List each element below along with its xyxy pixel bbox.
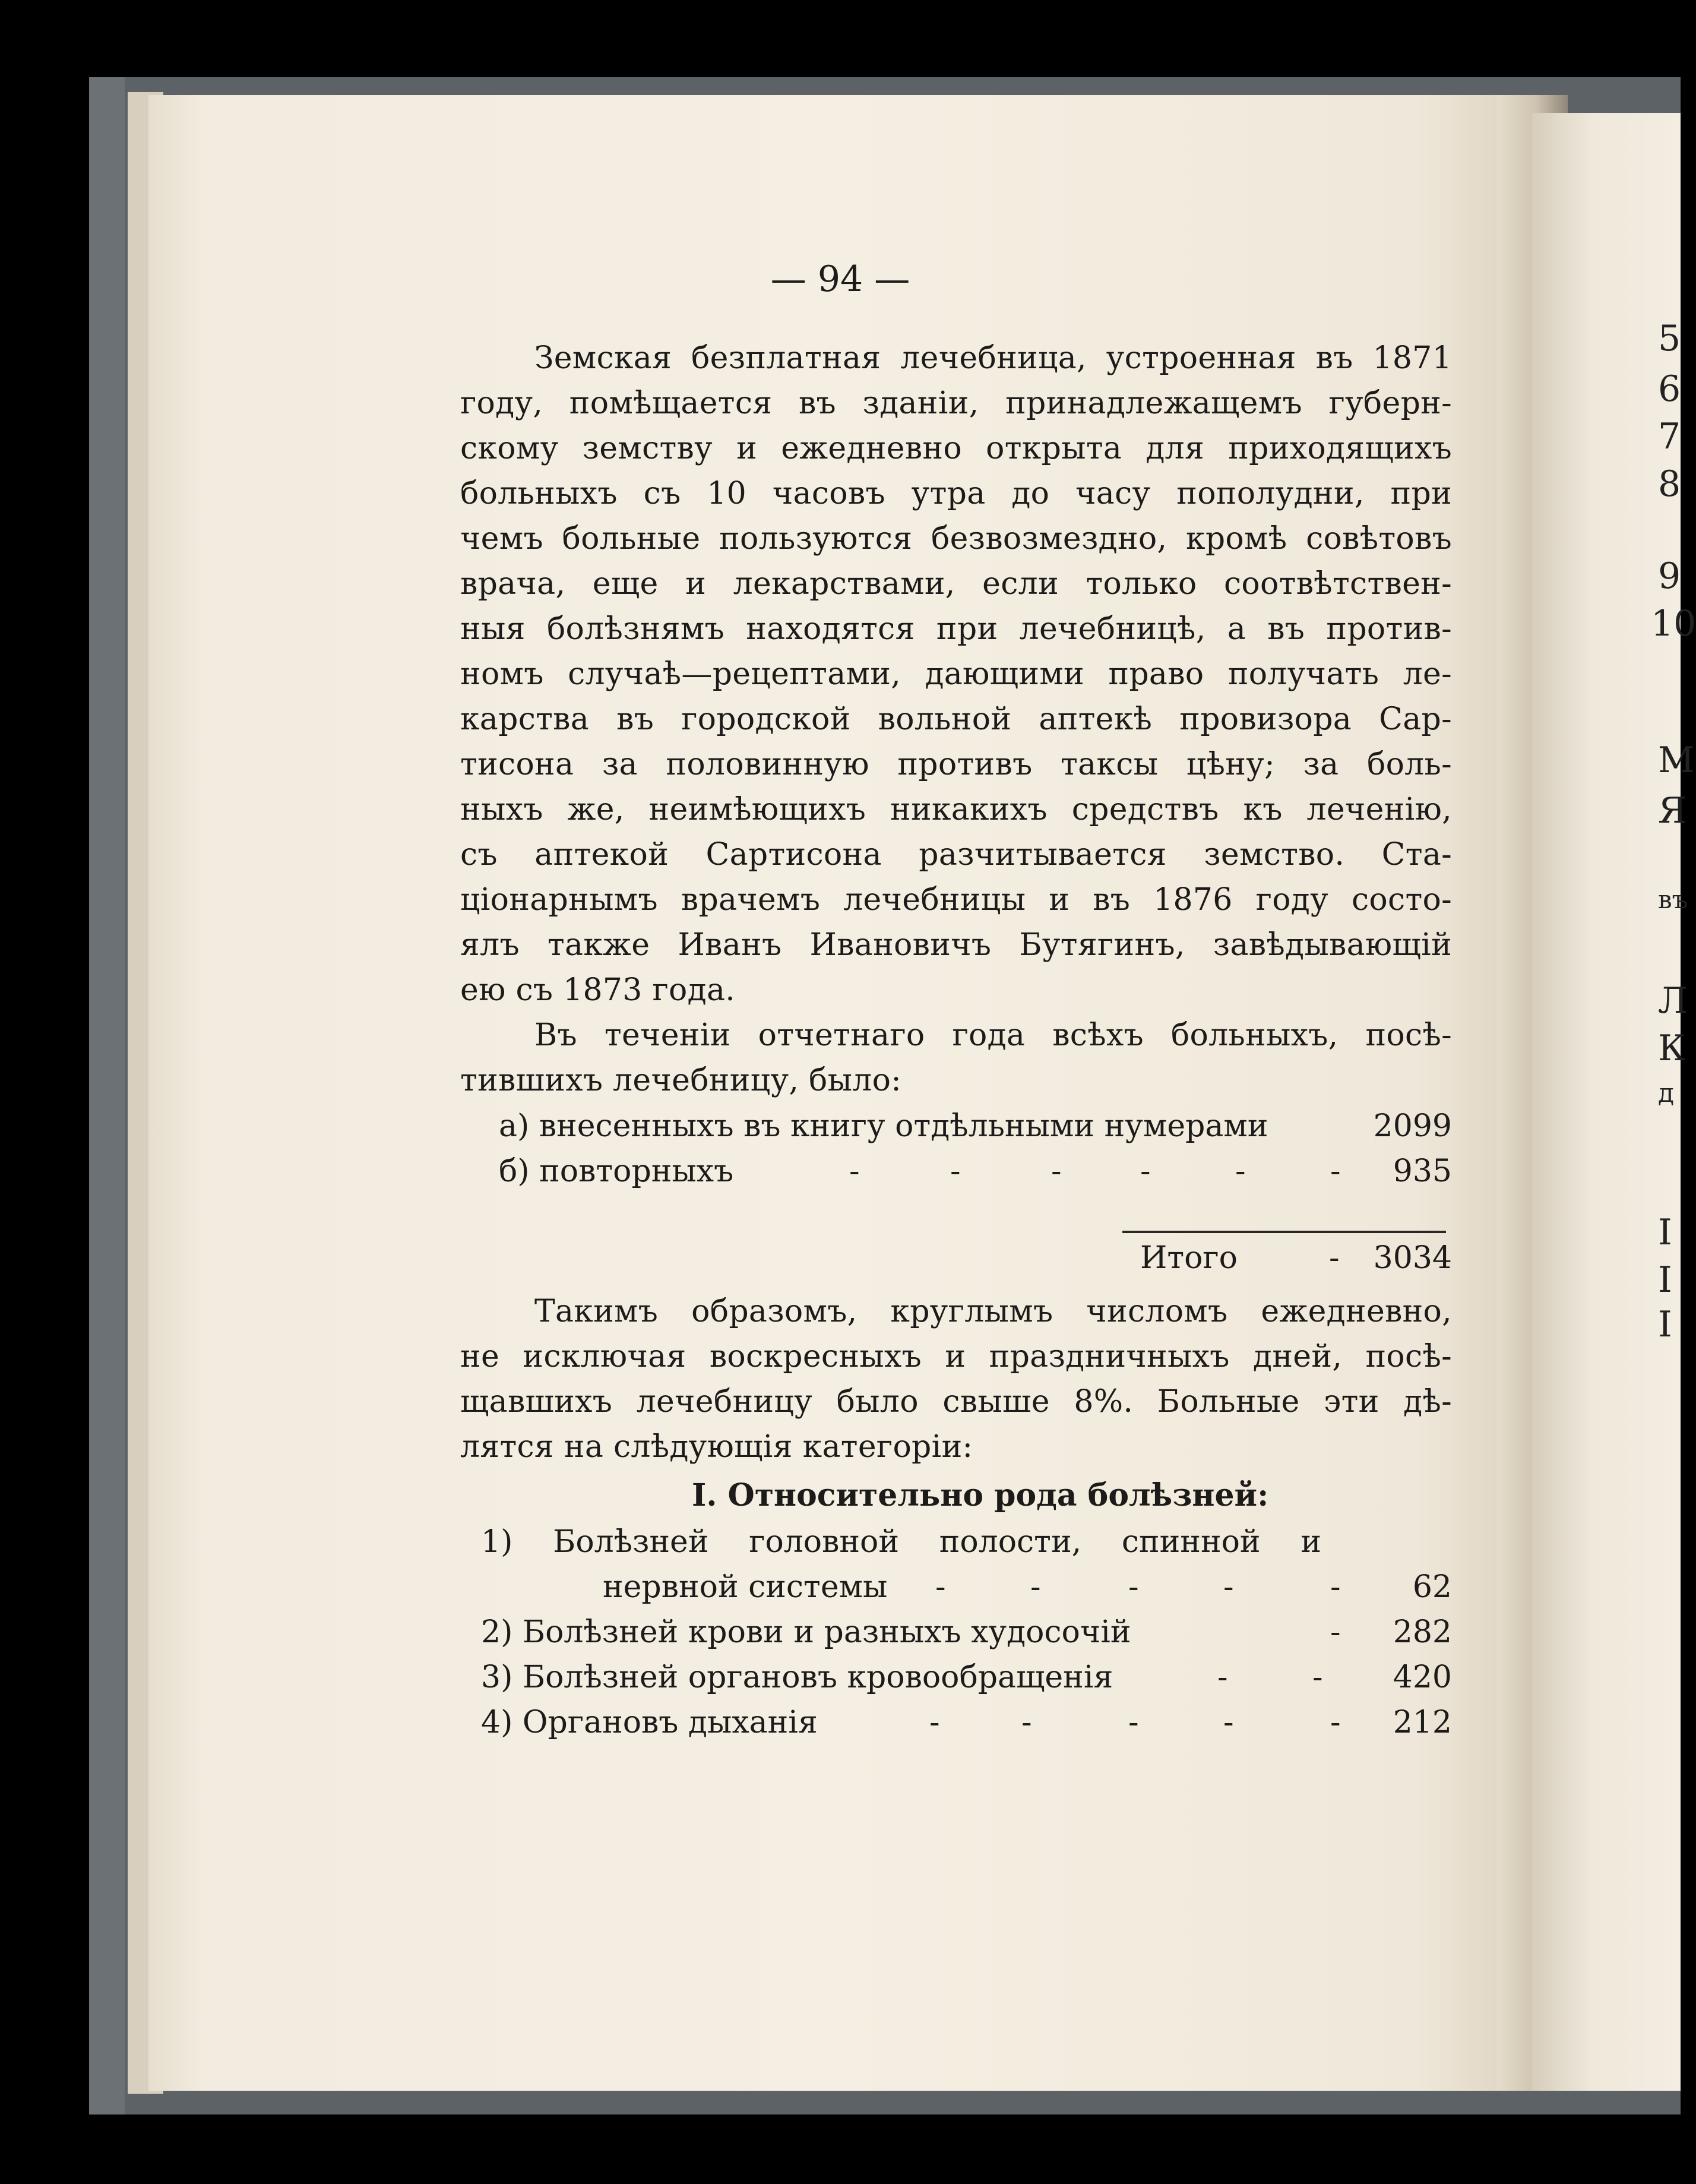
category-row [481, 1564, 1452, 1610]
text-line: Земская безплатная лечебница, устроенная въ 1871 [534, 340, 1452, 376]
category-value: 62 [1412, 1569, 1452, 1605]
visits-row-a [499, 1104, 1452, 1149]
right-page-fragment: I [1658, 1212, 1672, 1253]
category-row [481, 1655, 1452, 1700]
dash: - [1128, 1569, 1139, 1605]
dash: - [1223, 1705, 1234, 1740]
category-label: 2) Болѣзней крови и разныхъ худосочій [481, 1614, 1131, 1650]
text-line: Такимъ образомъ, круглымъ числомъ ежедневно, [534, 1294, 1452, 1329]
right-page-fragment: въ [1658, 885, 1688, 914]
dash: - [1330, 1153, 1341, 1189]
text-line: щавшихъ лечебницу было свыше 8%. Больные эти дѣ- [460, 1384, 1452, 1420]
category-label: 4) Органовъ дыханія [481, 1705, 818, 1740]
right-page-fragment: д [1658, 1078, 1675, 1108]
right-page-fragment: 6 [1658, 368, 1681, 410]
text-line: не исключая воскресныхъ и праздничныхъ дней, посѣ- [460, 1339, 1452, 1374]
category-value: 212 [1393, 1705, 1452, 1740]
text-line: тившихъ лечебницу, было: [460, 1063, 902, 1098]
section-heading: I. Относительно рода болѣзней: [692, 1477, 1269, 1513]
category-label: 1) Болѣзней головной полости, спинной и [481, 1524, 1321, 1560]
text-line: больныхъ съ 10 часовъ утра до часу пополудни, при [460, 476, 1452, 511]
right-page-fragment: К [1658, 1028, 1686, 1069]
visits-a-value: 2099 [1373, 1108, 1452, 1144]
page-number: — 94 — [770, 258, 910, 300]
visits-b-value: 935 [1393, 1153, 1452, 1189]
text-line: чемъ больные пользуются безвозмездно, кромѣ совѣтовъ [460, 521, 1452, 557]
dash: - [1235, 1153, 1246, 1189]
right-page-fragment: Л [1658, 980, 1688, 1022]
category-value: 282 [1393, 1614, 1452, 1650]
dash: - [1329, 1240, 1340, 1276]
dash: - [1312, 1660, 1323, 1695]
dash: - [929, 1705, 940, 1740]
right-page-fragment: I [1658, 1304, 1672, 1345]
right-page-fragment: 8 [1658, 463, 1681, 505]
right-page-fragment: 7 [1658, 416, 1681, 457]
text-line: ныя болѣзнямъ находятся при лечебницѣ, а въ против- [460, 611, 1452, 647]
dash: - [849, 1153, 860, 1189]
dash: - [935, 1569, 946, 1605]
text-line: ею съ 1873 года. [460, 972, 736, 1008]
text-line: номъ случаѣ—рецептами, дающими право получать ле- [460, 656, 1452, 692]
category-label: 3) Болѣзней органовъ кровообращенія [481, 1660, 1113, 1695]
right-page-fragment: 10 [1651, 603, 1696, 644]
dash: - [1217, 1660, 1228, 1695]
dash: - [1330, 1705, 1341, 1740]
category-row [481, 1519, 1452, 1564]
text-line: ныхъ же, неимѣющихъ никакихъ средствъ къ леченію, [460, 792, 1452, 827]
dash: - [1330, 1614, 1341, 1650]
total-rule [1122, 1231, 1446, 1233]
right-page-fragment: М [1658, 739, 1695, 781]
dash: - [1330, 1569, 1341, 1605]
text-line: тисона за половинную противъ таксы цѣну; за боль- [460, 747, 1452, 782]
visits-row-b [499, 1149, 1452, 1194]
right-page-fragment: 9 [1658, 555, 1681, 597]
dash: - [1051, 1153, 1062, 1189]
dash: - [1128, 1705, 1139, 1740]
dash: - [1030, 1569, 1041, 1605]
visits-total-label: Итого [1140, 1240, 1238, 1276]
text-line: съ аптекой Сартисона разчитывается земство. Ста- [460, 837, 1452, 873]
text-line: ціонарнымъ врачемъ лечебницы и въ 1876 году состо- [460, 882, 1452, 918]
text-line: году, помѣщается въ зданіи, принадлежащемъ губерн- [460, 385, 1452, 421]
category-row [481, 1610, 1452, 1655]
text-line: карства въ городской вольной аптекѣ провизора Сар- [460, 701, 1452, 737]
text-line: скому земству и ежедневно открыта для приходящихъ [460, 431, 1452, 466]
visits-total-value: 3034 [1373, 1240, 1452, 1276]
text-line: врача, еще и лекарствами, если только соотвѣтствен- [460, 566, 1452, 602]
category-value: 420 [1393, 1660, 1452, 1695]
text-line: ялъ также Иванъ Ивановичъ Бутягинъ, завѣдывающій [460, 927, 1452, 963]
right-page-fragment: Я [1658, 790, 1687, 832]
right-page-fragment: I [1658, 1259, 1672, 1301]
text-line: лятся на слѣдующія категоріи: [460, 1429, 973, 1465]
text-line: Въ теченіи отчетнаго года всѣхъ больныхъ, посѣ- [534, 1017, 1452, 1053]
dash: - [1140, 1153, 1151, 1189]
category-row [481, 1700, 1452, 1745]
visits-total-row [1140, 1235, 1452, 1281]
visits-a-label: а) внесенныхъ въ книгу отдѣльными нумерами [499, 1108, 1268, 1144]
dash: - [1223, 1569, 1234, 1605]
visits-b-label: б) повторныхъ [499, 1153, 734, 1189]
right-page-fragment: 5 [1658, 318, 1681, 359]
category-label-continued: нервной системы [603, 1569, 888, 1605]
dash: - [950, 1153, 961, 1189]
dash: - [1021, 1705, 1032, 1740]
